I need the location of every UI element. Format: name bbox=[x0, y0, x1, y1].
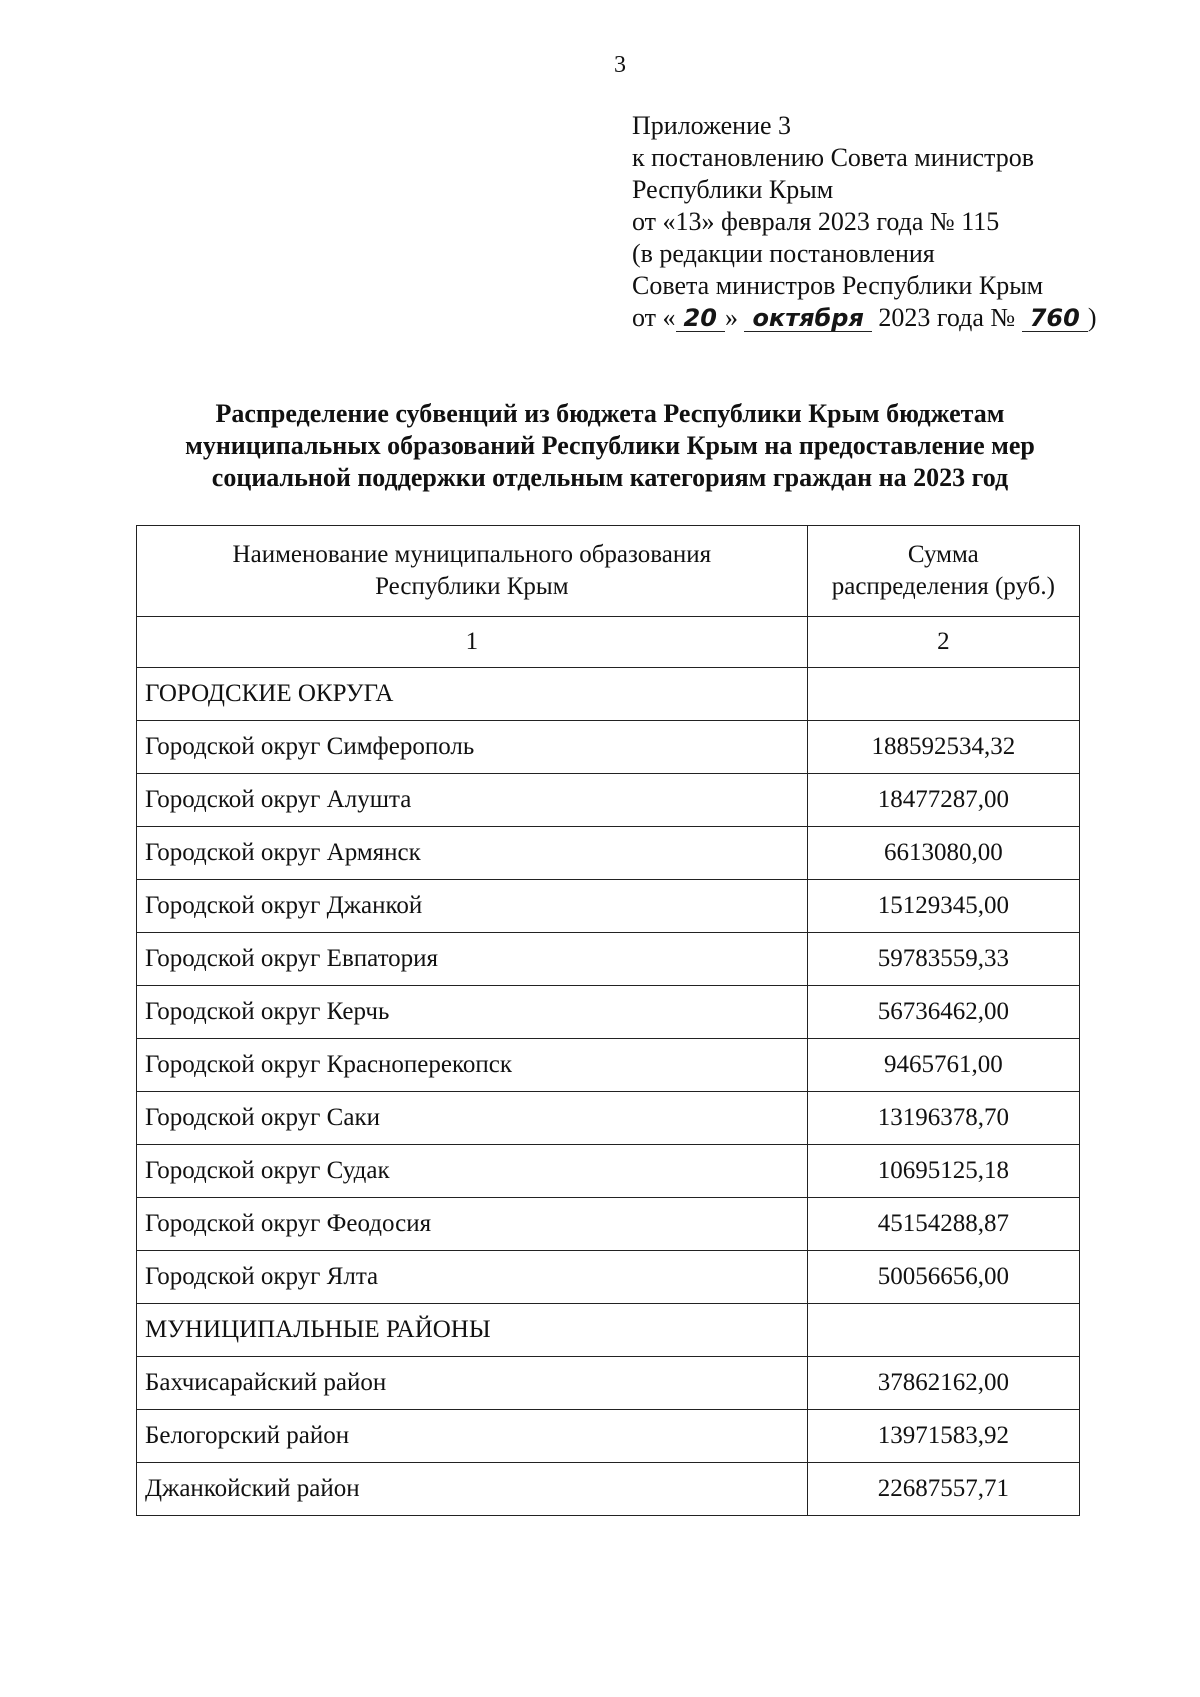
municipality-sum: 15129345,00 bbox=[807, 880, 1079, 933]
municipality-sum: 37862162,00 bbox=[807, 1357, 1079, 1410]
table-row bbox=[137, 827, 1080, 880]
section-row bbox=[137, 1304, 1080, 1357]
column-number: 1 bbox=[137, 617, 808, 668]
amendment-mid: » bbox=[724, 303, 745, 332]
handwritten-number: 760 bbox=[1022, 305, 1088, 332]
table-header-row bbox=[137, 526, 1080, 617]
section-title: МУНИЦИПАЛЬНЫЕ РАЙОНЫ bbox=[137, 1304, 808, 1357]
section-empty-cell bbox=[807, 1304, 1079, 1357]
column-number-row bbox=[137, 617, 1080, 668]
title-line: социальной поддержки отдельным категориям граждан на 2023 год bbox=[211, 463, 1009, 492]
column-number: 2 bbox=[807, 617, 1079, 668]
appendix-line: от «13» февраля 2023 года № 115 bbox=[632, 207, 1000, 236]
appendix-line: к постановлению Совета министров bbox=[632, 143, 1034, 172]
appendix-line: (в редакции постановления bbox=[632, 239, 935, 268]
table-row bbox=[137, 933, 1080, 986]
header-sum-line1: Сумма bbox=[907, 541, 979, 568]
table-row bbox=[137, 880, 1080, 933]
appendix-block bbox=[632, 110, 1097, 334]
municipality-name: Белогорский район bbox=[137, 1410, 808, 1463]
header-name-line2: Республики Крым bbox=[375, 573, 569, 600]
title-line: муниципальных образований Республики Крым на предоставление мер bbox=[185, 431, 1035, 460]
title-line: Распределение субвенций из бюджета Республики Крым бюджетам bbox=[215, 399, 1005, 428]
appendix-line: Приложение 3 bbox=[632, 111, 792, 140]
municipality-sum: 13971583,92 bbox=[807, 1410, 1079, 1463]
handwritten-month: октября bbox=[744, 305, 871, 332]
table-row bbox=[137, 721, 1080, 774]
section-row bbox=[137, 668, 1080, 721]
municipality-sum: 188592534,32 bbox=[807, 721, 1079, 774]
municipality-name: Городской округ Саки bbox=[137, 1092, 808, 1145]
municipality-name: Городской округ Ялта bbox=[137, 1251, 808, 1304]
distribution-table bbox=[136, 525, 1080, 1516]
municipality-sum: 6613080,00 bbox=[807, 827, 1079, 880]
appendix-line: Республики Крым bbox=[632, 175, 834, 204]
table-row bbox=[137, 1463, 1080, 1516]
table-row bbox=[137, 1198, 1080, 1251]
table-row bbox=[137, 1145, 1080, 1198]
table-row bbox=[137, 1092, 1080, 1145]
municipality-sum: 22687557,71 bbox=[807, 1463, 1079, 1516]
table-row bbox=[137, 1251, 1080, 1304]
header-name-line1: Наименование муниципального образования bbox=[232, 541, 712, 568]
municipality-name: Джанкойский район bbox=[137, 1463, 808, 1516]
header-name-cell bbox=[137, 526, 808, 617]
header-sum-line2: распределения (руб.) bbox=[831, 573, 1055, 600]
municipality-sum: 13196378,70 bbox=[807, 1092, 1079, 1145]
municipality-sum: 9465761,00 bbox=[807, 1039, 1079, 1092]
municipality-name: Городской округ Феодосия bbox=[137, 1198, 808, 1251]
table-row bbox=[137, 986, 1080, 1039]
handwritten-day: 20 bbox=[676, 305, 725, 332]
municipality-sum: 10695125,18 bbox=[807, 1145, 1079, 1198]
table-row bbox=[137, 1039, 1080, 1092]
section-empty-cell bbox=[807, 668, 1079, 721]
table-row bbox=[137, 1410, 1080, 1463]
municipality-name: Городской округ Евпатория bbox=[137, 933, 808, 986]
table-row bbox=[137, 1357, 1080, 1410]
section-title: ГОРОДСКИЕ ОКРУГА bbox=[137, 668, 808, 721]
municipality-sum: 45154288,87 bbox=[807, 1198, 1079, 1251]
amendment-prefix: от « bbox=[632, 303, 676, 332]
municipality-sum: 59783559,33 bbox=[807, 933, 1079, 986]
municipality-name: Городской округ Судак bbox=[137, 1145, 808, 1198]
municipality-sum: 50056656,00 bbox=[807, 1251, 1079, 1304]
municipality-sum: 56736462,00 bbox=[807, 986, 1079, 1039]
amendment-suffix: ) bbox=[1087, 303, 1097, 332]
table-row bbox=[137, 774, 1080, 827]
municipality-name: Городской округ Алушта bbox=[137, 774, 808, 827]
municipality-name: Городской округ Джанкой bbox=[137, 880, 808, 933]
municipality-sum: 18477287,00 bbox=[807, 774, 1079, 827]
municipality-name: Городской округ Армянск bbox=[137, 827, 808, 880]
document-title bbox=[130, 398, 1090, 494]
header-sum-cell bbox=[807, 526, 1079, 617]
municipality-name: Городской округ Симферополь bbox=[137, 721, 808, 774]
amendment-year: 2023 года № bbox=[871, 303, 1022, 332]
amendment-date-line bbox=[632, 302, 1097, 334]
municipality-name: Бахчисарайский район bbox=[137, 1357, 808, 1410]
page-number: 3 bbox=[614, 52, 626, 78]
appendix-line: Совета министров Республики Крым bbox=[632, 271, 1044, 300]
municipality-name: Городской округ Керчь bbox=[137, 986, 808, 1039]
municipality-name: Городской округ Красноперекопск bbox=[137, 1039, 808, 1092]
